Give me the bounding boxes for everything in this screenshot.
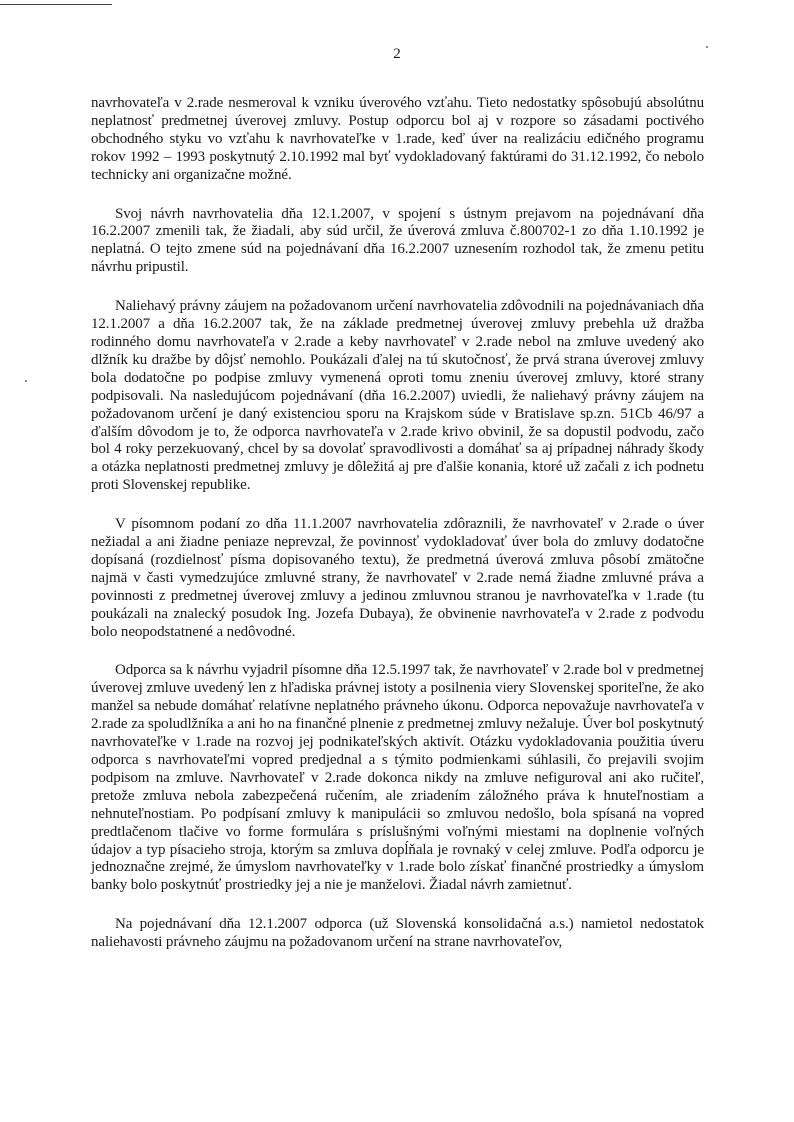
paragraph-2: Svoj návrh navrhovatelia dňa 12.1.2007, v spojení s ústnym prejavom na pojednávaní dňa 16.2.2007 zmenili tak, že žiadali, aby súd určil, že úverová zmluva č.800702-1 zo dňa 1.10.1992 je neplatná. O tejto zmene súd na pojednávaní dňa 16.2.2007 uznesením rozhodol tak, že zmenu petitu návrhu pripustil.: [91, 205, 704, 276]
paragraph-6: Na pojednávaní dňa 12.1.2007 odporca (už Slovenská konsolidačná a.s.) namietol nedostatok naliehavosti právneho záujmu na požadovanom určení na strane navrhovateľov,: [91, 916, 704, 951]
paragraph-1: navrhovateľa v 2.rade nesmeroval k vzniku úverového vzťahu. Tieto nedostatky spôsobujú absolútnu neplatnosť predmetnej úverovej zmluvy. Postup odporcu bol aj v rozpore so zásadami poctivého obchodného styku vo vzťahu k navrhovateľke v 1.rade, keď úver na realizáciu edičného programu rokov 1992 – 1993 poskytnutý 2.10.1992 mal byť vydokladovaný faktúrami do 31.12.1992, čo nebolo technicky ani organizačne možné.: [91, 95, 704, 183]
paragraph-4: V písomnom podaní zo dňa 11.1.2007 navrhovatelia zdôraznili, že navrhovateľ v 2.rade o úver nežiadal a ani žiadne peniaze neprevzal, že povinnosť vydokladovať úver bola do zmluvy dodatočne dopísaná (rozdielnosť písma dopisovaného textu), že predmetná úverová zmluva pôsobí zmätočne najmä v časti vymedzujúce zmluvné strany, že navrhovateľ v 2.rade nemá žiadne zmluvné práva a povinnosti z predmetnej úverovej zmluvy a jedinou zmluvnou stranou je navrhovateľka v 1.rade (tu poukázali na znalecký posudok Ing. Jozefa Dubaya), že obvinenie navrhovateľa v 2.rade z podvodu bolo neopodstatnené a nedôvodné.: [91, 516, 704, 640]
document-body: [91, 95, 704, 973]
paragraph-3: Naliehavý právny záujem na požadovanom určení navrhovatelia zdôvodnili na pojednávaniach dňa 12.1.2007 a dňa 16.2.2007 tak, že na základe predmetnej úverovej zmluvy prebehla už dražba rodinného domu navrhovateľa v 2.rade a keby navrhovateľ v 2.rade nebol na zmluve uvedený ako dlžník ku dražbe by dôjsť nemohlo. Poukázali ďalej na tú skutočnosť, že prvá strana úverovej zmluvy bola dodatočne po podpise zmluvy vymenená oproti tomu zneniu úverovej zmluvy, ktoré strany podpisovali. Na nasledujúcom pojednávaní (dňa 16.2.2007) uviedli, že naliehavý právny záujem na požadovanom určení je daný existenciou sporu na Krajskom súde v Bratislave sp.zn. 51Cb 46/97 a ďalším dôvodom je to, že odporca navrhovateľa v 2.rade krivo obvinil, že sa dopustil podvodu, začo bol 4 roky perzekuovaný, chcel by sa dovolať spravodlivosti a domáhať sa aj prípadnej náhrady škody a otázka neplatnosti predmetnej zmluvy je dôležitá aj pre ďalšie konania, ktoré už začali z ich podnetu proti Slovenskej republike.: [91, 298, 704, 494]
scan-edge-line: [0, 4, 112, 5]
paragraph-5: Odporca sa k návrhu vyjadril písomne dňa 12.5.1997 tak, že navrhovateľ v 2.rade bol v predmetnej úverovej zmluve uvedený len z hľadiska právnej istoty a posilnenia viery Slovenskej sporiteľne, že ako manžel sa nebude domáhať relatívne neplatného právneho úkonu. Odporca nepovažuje navrhovateľa v 2.rade za spoludlžníka a ani ho na finančné plnenie z predmetnej zmluvy nežaluje. Úver bol poskytnutý navrhovateľke v 1.rade na rozvoj jej podnikateľských aktivít. Otázku vydokladovania použitia úveru odporca s navrhovateľmi vopred predjednal a s týmito podmienkami súhlasili, čo prejavili svojim podpisom na zmluve. Navrhovateľ v 2.rade dokonca nikdy na zmluve nefiguroval ani ako ručiteľ, pretože zmluva nebola zabezpečená ručením, ale zriadením záložného práva k hnuteľnostiam a nehnuteľnostiam. Po podpísaní zmluvy k manipulácii so zmluvou nedošlo, bola spísaná na vopred predtlačenom tlačive vo forme formulára s príslušnými voľnými miestami na doplnenie voľných údajov a typ písacieho stroja, ktorým sa zmluva dopĺňala je rovnaký v celej zmluve. Podľa odporcu je jednoznačne zrejmé, že úmyslom navrhovateľky v 1.rade bolo získať finančné prostriedky a úmyslom banky bolo poskytnúť prostriedky jej a nie je manželovi. Žiadal návrh zamietnuť.: [91, 662, 704, 894]
scan-speck: [25, 380, 27, 382]
page-number: 2: [393, 46, 401, 62]
